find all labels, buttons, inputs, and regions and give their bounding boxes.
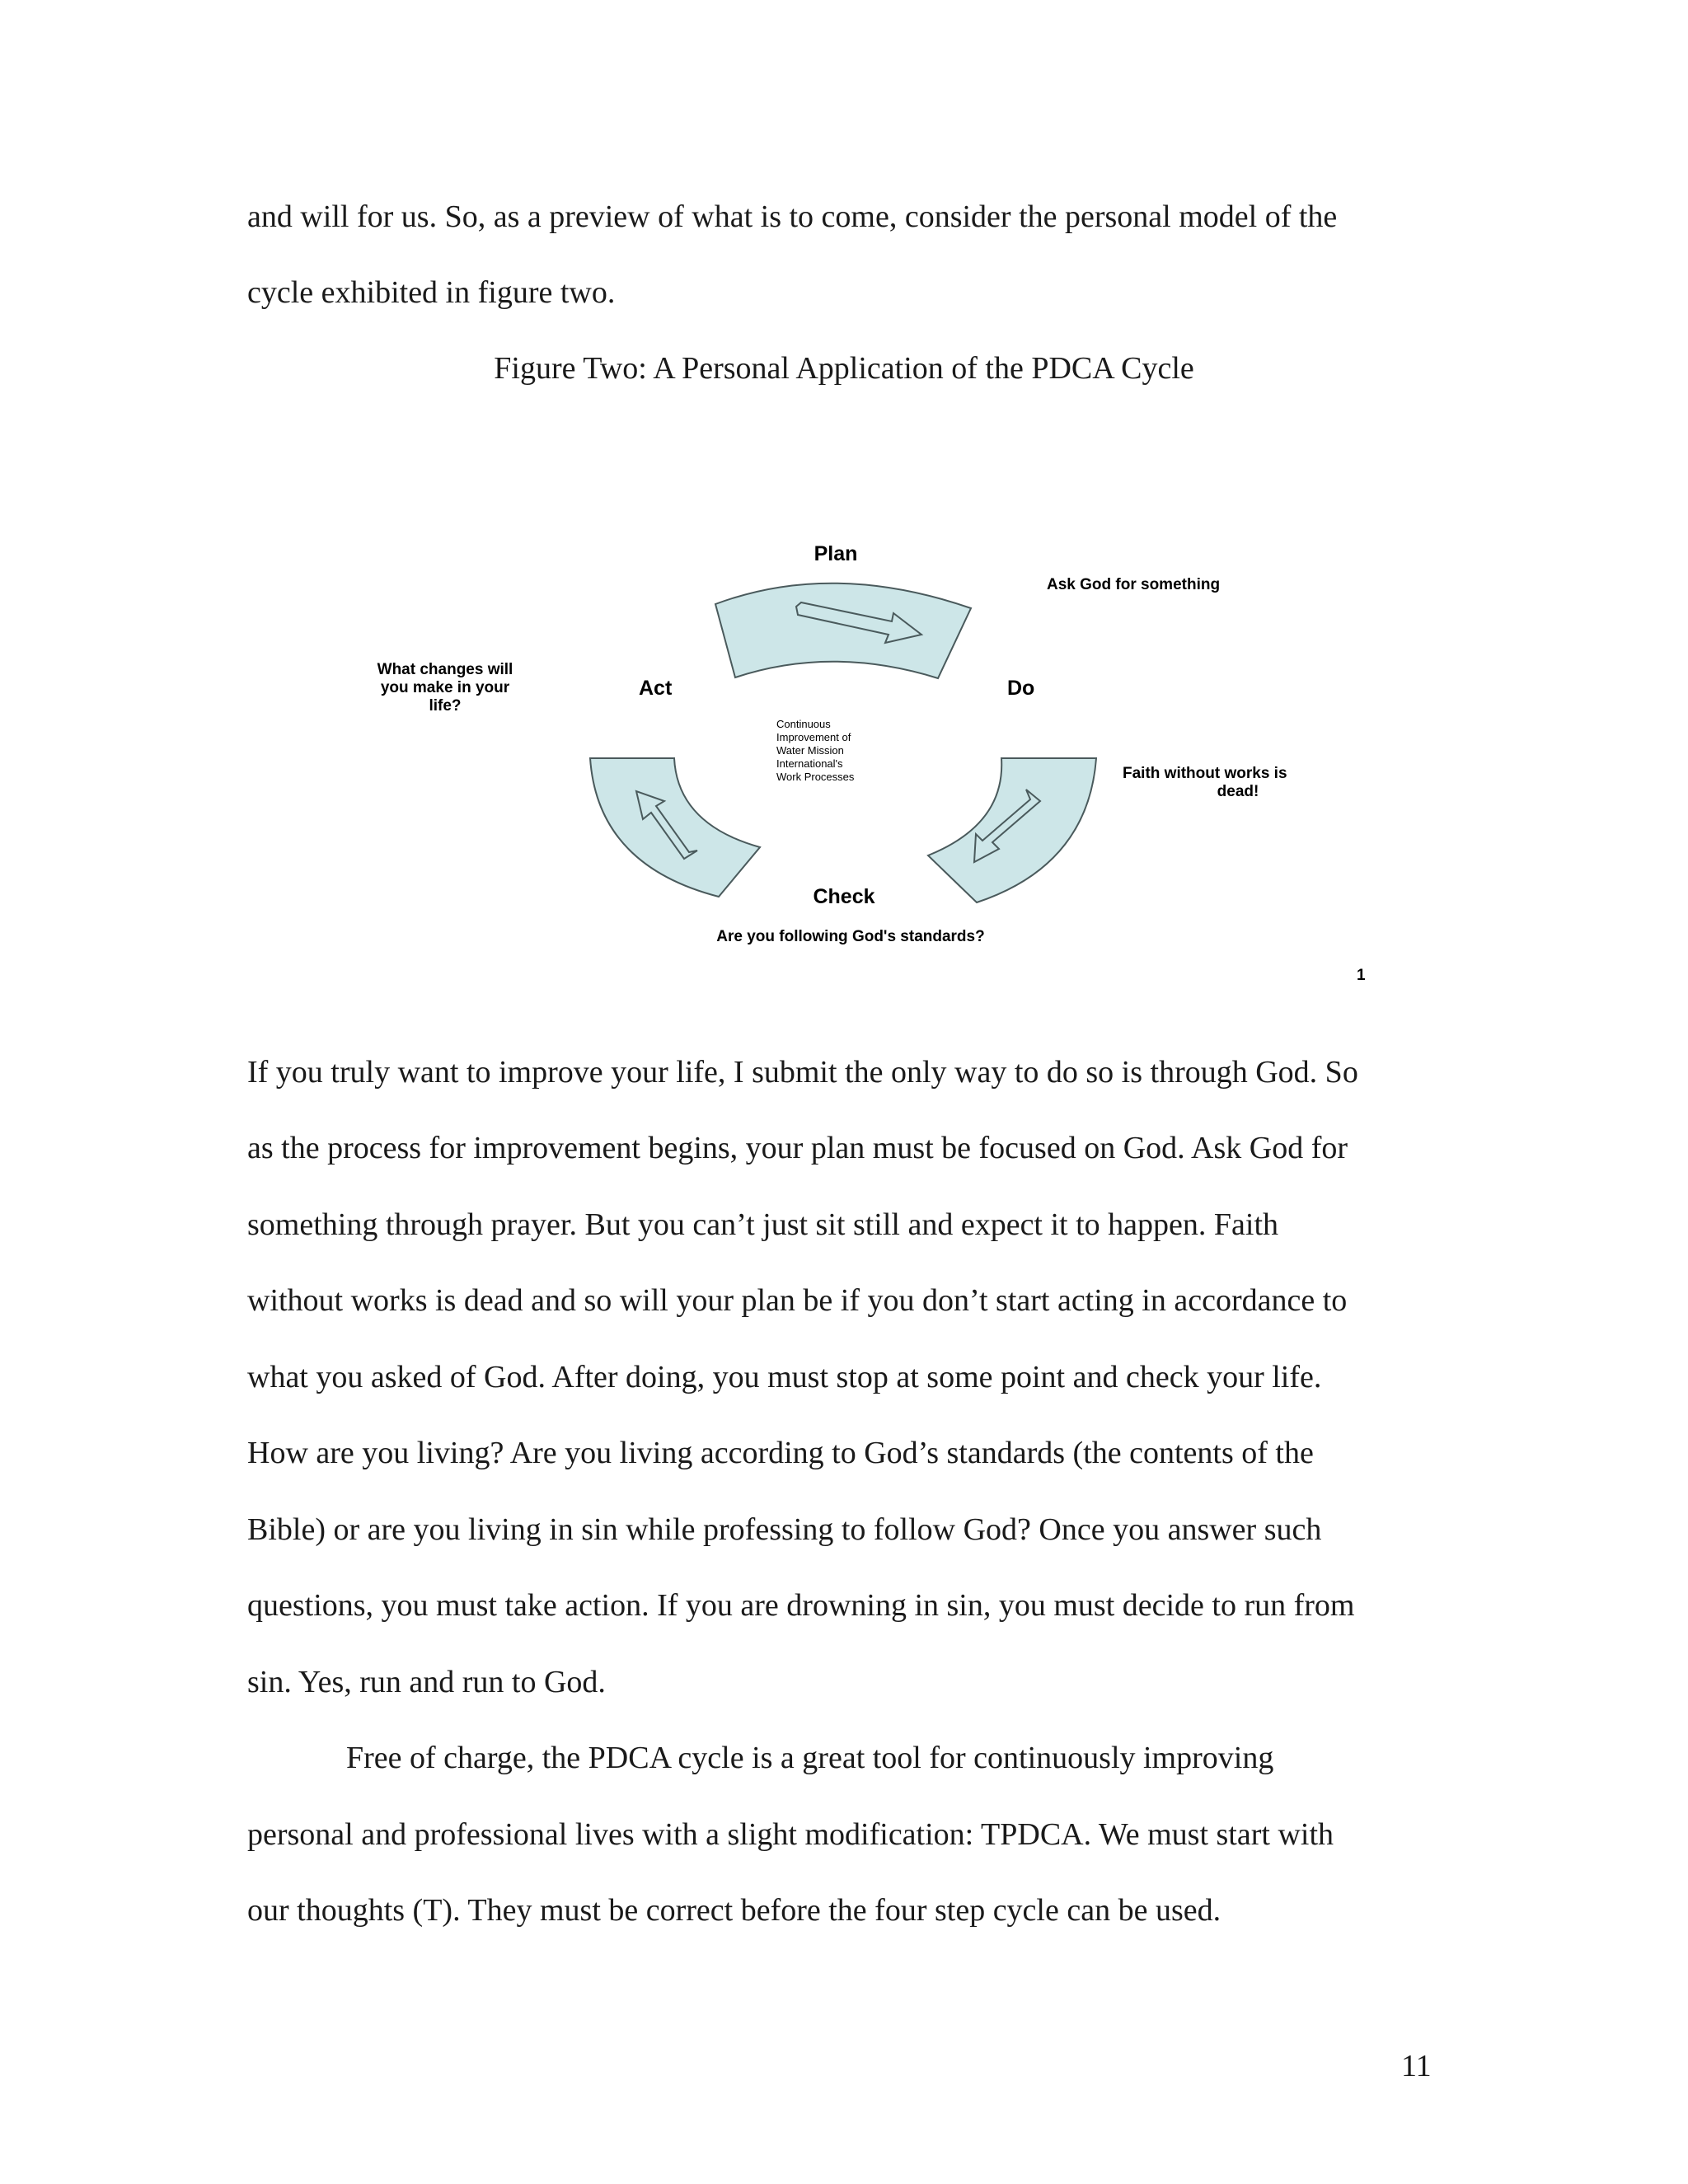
body-1-line-6: How are you living? Are you living according to God’s standards (the contents of the <box>247 1436 1314 1470</box>
plan-segment <box>715 583 971 678</box>
body-1-line-5: what you asked of God. After doing, you must stop at some point and check your life. <box>247 1360 1322 1394</box>
center-text-line-5: Work Processes <box>776 771 855 783</box>
act-note-line-2: you make in your <box>380 679 510 696</box>
act-label: Act <box>639 677 673 700</box>
plan-label: Plan <box>814 542 858 565</box>
center-text-line-3: Water Mission <box>776 744 844 757</box>
act-note-line-1: What changes will <box>377 661 513 678</box>
body-1-line-2: as the process for improvement begins, your plan must be focused on God. Ask God for <box>247 1131 1348 1165</box>
page-number: 11 <box>1401 2049 1432 2083</box>
plan-note: Ask God for something <box>1047 576 1221 593</box>
top-paragraph-line-2: cycle exhibited in figure two. <box>247 275 616 310</box>
body-1-line-7: Bible) or are you living in sin while professing to follow God? Once you answer such <box>247 1512 1322 1547</box>
do-note-line-1: Faith without works is <box>1123 765 1287 782</box>
figure-corner-mark: 1 <box>1357 967 1366 984</box>
body-1-line-1: If you truly want to improve your life, I submit the only way to do so is through God. So <box>247 1055 1358 1090</box>
body-2-line-3: our thoughts (T). They must be correct before the four step cycle can be used. <box>247 1893 1221 1928</box>
body-1-line-8: questions, you must take action. If you are drowning in sin, you must decide to run from <box>247 1588 1355 1623</box>
do-label: Do <box>1007 677 1035 700</box>
act-note-line-3: life? <box>429 697 462 715</box>
body-1-line-3: something through prayer. But you can’t just sit still and expect it to happen. Faith <box>247 1207 1279 1242</box>
body-2-line-1: Free of charge, the PDCA cycle is a great tool for continuously improving <box>346 1741 1274 1775</box>
body-1-line-4: without works is dead and so will your plan be if you don’t start acting in accordance to <box>247 1283 1348 1318</box>
figure-caption: Figure Two: A Personal Application of the PDCA Cycle <box>494 351 1194 386</box>
body-1-line-9: sin. Yes, run and run to God. <box>247 1665 606 1699</box>
center-text-line-2: Improvement of <box>776 731 851 743</box>
body-2-line-2: personal and professional lives with a slight modification: TPDCA. We must start with <box>247 1817 1334 1852</box>
top-paragraph-line-1: and will for us. So, as a preview of what is to come, consider the personal model of the <box>247 199 1338 234</box>
check-note: Are you following God's standards? <box>716 928 985 945</box>
center-text-line-1: Continuous <box>776 718 831 730</box>
do-segment <box>928 758 1096 902</box>
check-label: Check <box>813 885 875 908</box>
center-text-line-4: International's <box>776 757 843 770</box>
check-act-segment <box>590 758 760 897</box>
do-note-line-2: dead! <box>1217 783 1259 800</box>
